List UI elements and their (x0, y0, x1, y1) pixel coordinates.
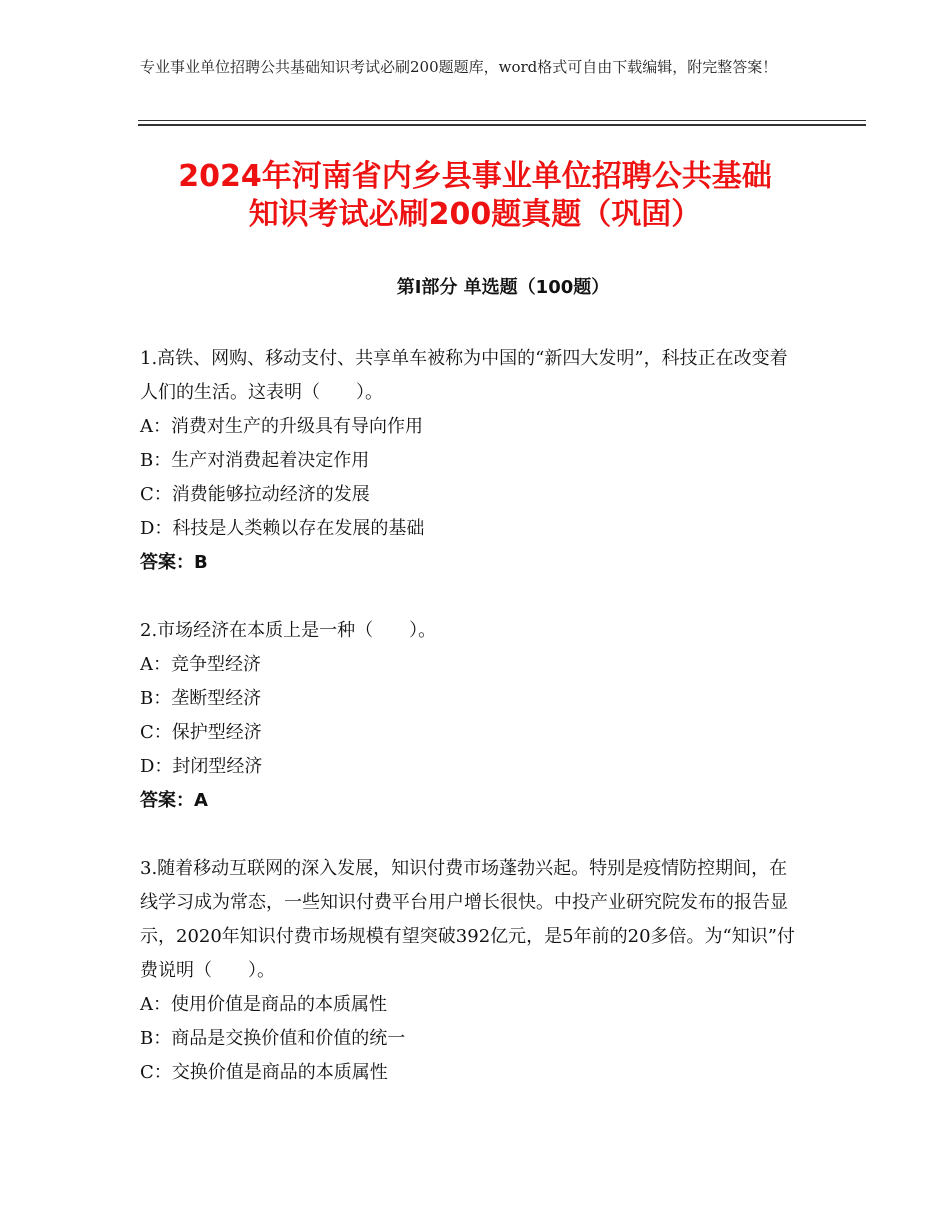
option-b: B：垄断型经济 (140, 688, 262, 709)
question-stem: 3.随着移动互联网的深入发展，知识付费市场蓬勃兴起。特别是疫情防控期间，在线学习成为常态，一些知识付费平台用户增长很快。中投产业研究院发布的报告显示，2020年知识付费市场规模有望突破392亿元，是5年前的20多倍。为“知识”付费说明（ ）。 (140, 858, 795, 981)
question-2 (140, 614, 800, 818)
document-title (120, 158, 830, 234)
option-a: A：消费对生产的升级具有导向作用 (140, 416, 423, 437)
option-b: B：生产对消费起着决定作用 (140, 450, 370, 471)
option-c: C：交换价值是商品的本质属性 (140, 1062, 388, 1083)
question-stem: 2.市场经济在本质上是一种（ ）。 (140, 620, 437, 641)
option-a: A：使用价值是商品的本质属性 (140, 994, 387, 1015)
question-3 (140, 852, 800, 1090)
section-heading: 第Ⅰ部分 单选题（100题） (396, 277, 610, 298)
option-b: B：商品是交换价值和价值的统一 (140, 1028, 406, 1049)
option-c: C：消费能够拉动经济的发展 (140, 484, 370, 505)
question-1 (140, 342, 800, 580)
header-divider-thick (138, 124, 866, 126)
option-c: C：保护型经济 (140, 722, 262, 743)
option-d: D：封闭型经济 (140, 756, 263, 777)
question-stem: 1.高铁、网购、移动支付、共享单车被称为中国的“新四大发明”，科技正在改变着人们的生活。这表明（ ）。 (140, 348, 788, 403)
title-line-1: 2024年河南省内乡县事业单位招聘公共基础 (178, 159, 772, 194)
header-divider-thin (138, 120, 866, 121)
answer-line: 答案：A (140, 790, 208, 811)
header-note: 专业事业单位招聘公共基础知识考试必刷200题题库，word格式可自由下载编辑，附完整答案！ (140, 58, 778, 76)
question-list (140, 342, 800, 1124)
answer-line: 答案：B (140, 552, 208, 573)
option-a: A：竞争型经济 (140, 654, 261, 675)
option-d: D：科技是人类赖以存在发展的基础 (140, 518, 425, 539)
title-line-2: 知识考试必刷200题真题（巩固） (248, 197, 702, 232)
